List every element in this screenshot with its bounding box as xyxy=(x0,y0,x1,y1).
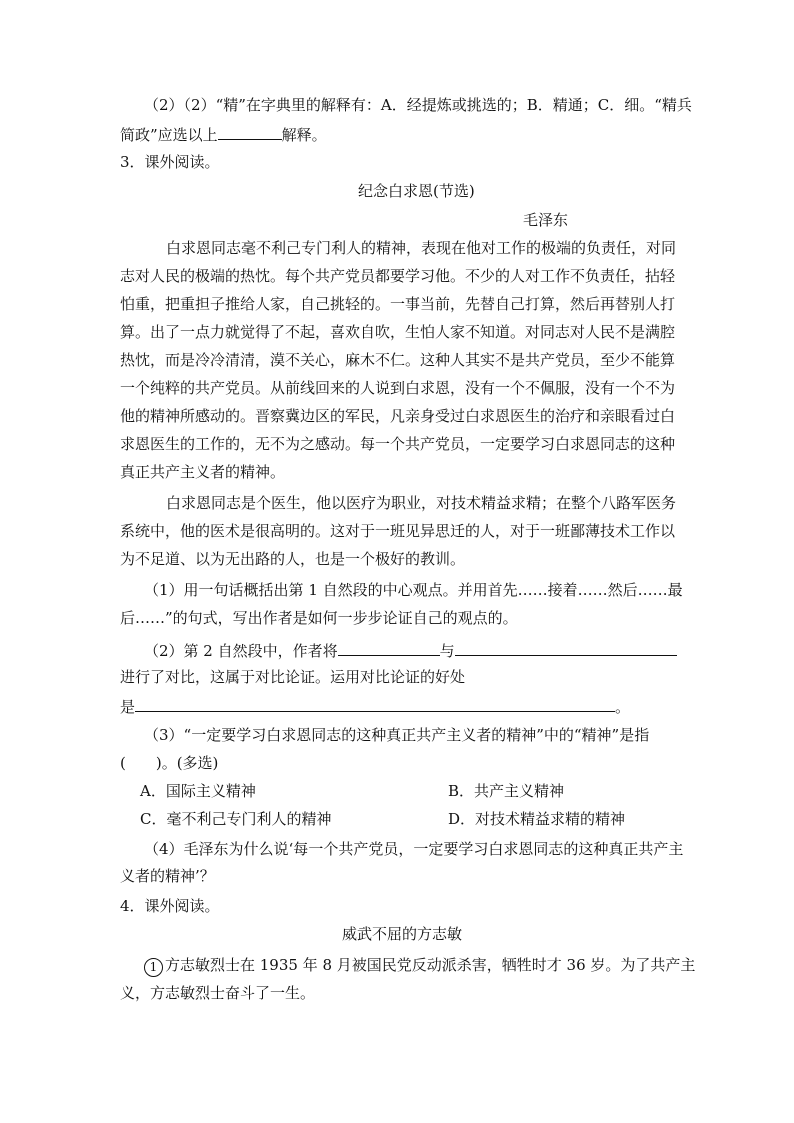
option-b[interactable]: B．共产主义精神 xyxy=(448,782,565,800)
question-3-line-1: （3）“一定要学习白求恩同志的这种真正共产主义者的精神”中的“精神”是指 xyxy=(144,726,650,744)
question-2-2-line-2 xyxy=(120,123,327,145)
option-c[interactable]: C．毫不利己专门利人的精神 xyxy=(140,810,332,828)
question-2-2-suffix: 解释。 xyxy=(281,126,327,144)
question-4-line-2: 义者的精神’？ xyxy=(120,867,215,885)
answer-blank[interactable] xyxy=(218,123,282,140)
passage-line: 求恩医生的工作的，无不为之感动。每一个共产党员，一定要学习白求恩同志的这种 xyxy=(120,435,676,453)
question-3-line-2: ( )。(多选) xyxy=(120,754,219,772)
answer-blank[interactable] xyxy=(455,639,677,656)
question-2-connector: 与 xyxy=(439,642,455,660)
option-a[interactable]: A．国际主义精神 xyxy=(140,782,256,800)
passage-line: 系统中，他的医术是很高明的。这对于一班见异思迁的人，对于一班鄙薄技术工作以 xyxy=(120,522,676,540)
question-2-line-1 xyxy=(144,639,677,661)
passage-line: 白求恩同志毫不利己专门利人的精神，表现在他对工作的极端的负责任，对同 xyxy=(166,239,677,257)
passage-line: 为不足道、以为无出路的人，也是一个极好的教训。 xyxy=(120,550,466,568)
passage-line: 义，方志敏烈士奋斗了一生。 xyxy=(120,984,316,1002)
question-2-2-prefix: 简政”应选以上 xyxy=(120,126,218,144)
question-2-prefix: （2）第 2 自然段中，作者将 xyxy=(144,642,338,660)
passage-line: 志对人民的极端的热忱。每个共产党员都要学习他。不少的人对工作不负责任，拈轻 xyxy=(120,267,676,285)
passage-line: 怕重，把重担子推给人家，自己挑轻的。一事当前，先替自己打算，然后再替别人打 xyxy=(120,295,676,313)
option-d[interactable]: D．对技术精益求精的精神 xyxy=(448,810,626,828)
passage-title: 威武不屈的方志敏 xyxy=(342,925,463,943)
answer-blank[interactable] xyxy=(338,639,440,656)
section-4-heading: 4．课外阅读。 xyxy=(120,897,220,915)
answer-blank[interactable] xyxy=(135,695,615,712)
question-4-line-1: （4）毛泽东为什么说‘每一个共产党员，一定要学习白求恩同志的这种真正共产主 xyxy=(144,840,684,858)
question-2-line-2: 进行了对比，这属于对比论证。运用对比论证的好处 xyxy=(120,668,466,686)
question-2-2-line-1: （2）（2）“精”在字典里的解释有：A．经提炼或挑选的；B．精通；C．细。“精兵 xyxy=(144,96,692,114)
question-2-line-3 xyxy=(120,695,630,717)
question-2-line-3-prefix: 是 xyxy=(120,698,136,716)
passage-author: 毛泽东 xyxy=(523,211,569,229)
passage-line: 白求恩同志是个医生，他以医疗为职业，对技术精益求精；在整个八路军医务 xyxy=(166,494,677,512)
passage-line: 热忱，而是冷冷清清，漠不关心，麻木不仁。这种人其实不是共产党员，至少不能算 xyxy=(120,351,676,369)
question-1-line-1: （1）用一句话概括出第 1 自然段的中心观点。并用首先……接着……然后……最 xyxy=(144,581,683,599)
passage-line xyxy=(144,955,695,977)
passage-line: 算。出了一点力就觉得了不起，喜欢自吹，生怕人家不知道。对同志对人民不是满腔 xyxy=(120,323,676,341)
question-1-line-2: 后……”的句式，写出作者是如何一步步论证自己的观点的。 xyxy=(120,609,518,627)
passage-title: 纪念白求恩(节选) xyxy=(358,182,475,200)
section-3-heading: 3．课外阅读。 xyxy=(120,153,220,171)
paragraph-number-badge: 1 xyxy=(144,958,163,977)
passage-line: 真正共产主义者的精神。 xyxy=(120,463,286,481)
passage-line: 他的精神所感动的。晋察冀边区的军民，凡亲身受过白求恩医生的治疗和亲眼看过白 xyxy=(120,407,676,425)
passage-line: 一个纯粹的共产党员。从前线回来的人说到白求恩，没有一个不佩服，没有一个不为 xyxy=(120,379,676,397)
passage-text: 方志敏烈士在 1935 年 8 月被国民党反动派杀害，牺牲时才 36 岁。为了共产主 xyxy=(165,956,696,974)
question-2-line-3-suffix: 。 xyxy=(615,698,631,716)
